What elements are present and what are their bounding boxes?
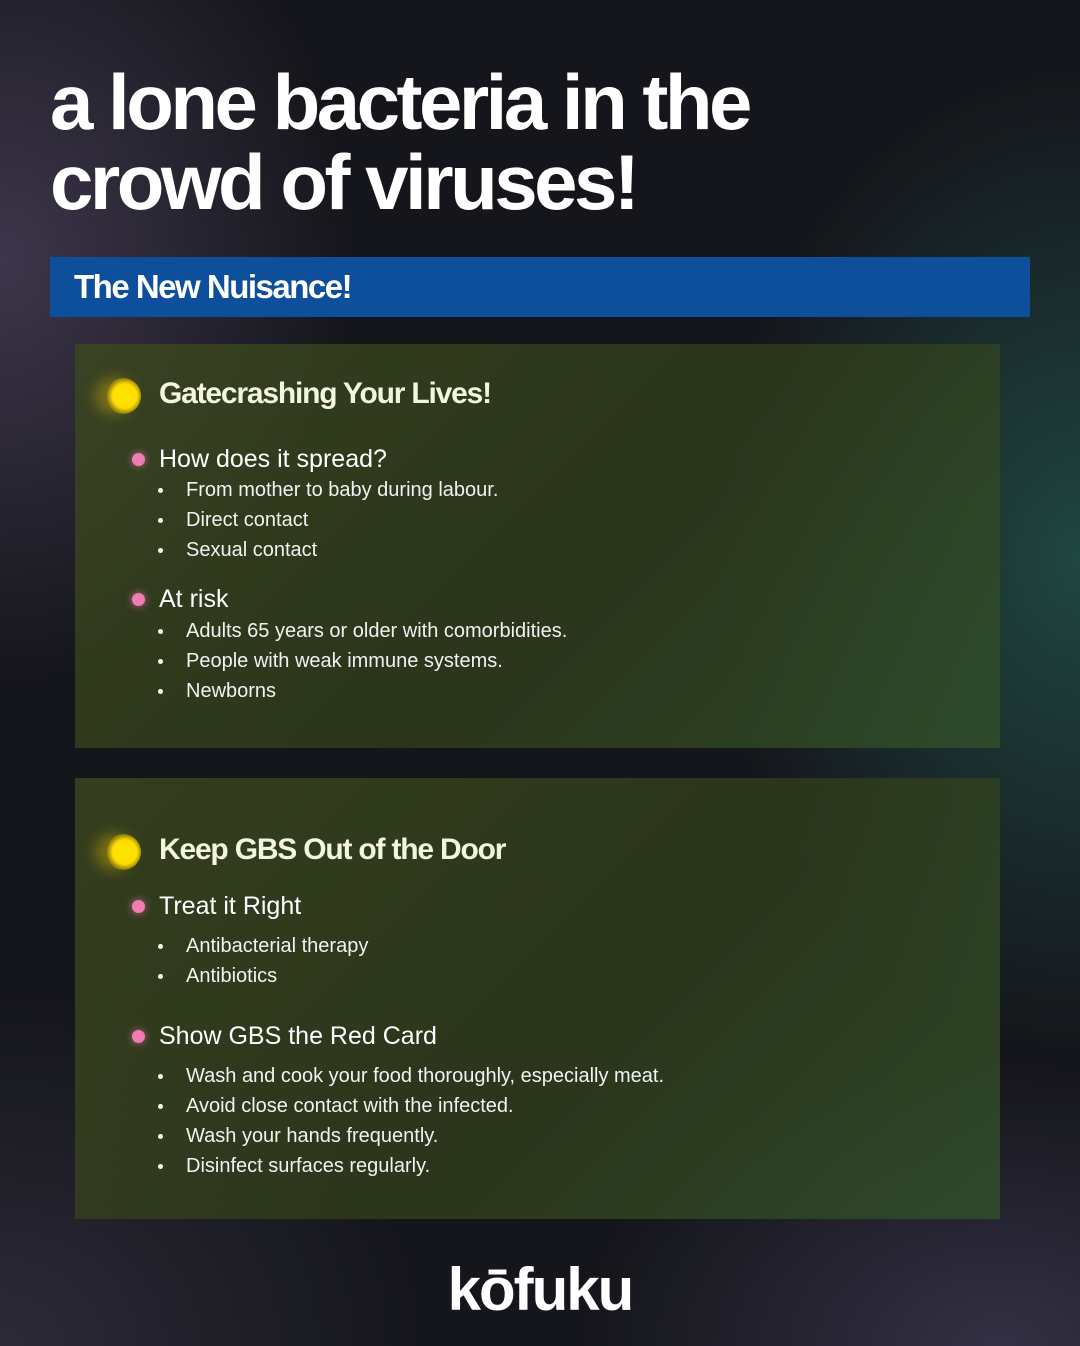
subsection-heading: At risk <box>159 585 229 613</box>
bullet-list <box>155 931 368 991</box>
subsection-heading: How does it spread? <box>159 445 387 473</box>
list-item: Avoid close contact with the infected. <box>155 1091 664 1121</box>
pink-dot-icon <box>132 593 145 606</box>
bullet-list <box>155 1061 664 1181</box>
page-title: a lone bacteria in the crowd of viruses! <box>50 58 749 226</box>
list-item: Wash your hands frequently. <box>155 1121 664 1151</box>
pink-dot-icon <box>132 453 145 466</box>
list-item: From mother to baby during labour. <box>155 475 498 505</box>
list-item: Antibacterial therapy <box>155 931 368 961</box>
brand-logo: kōfuku <box>447 1256 633 1323</box>
list-item: Direct contact <box>155 505 498 535</box>
glowing-yellow-dot-icon <box>105 834 141 870</box>
card-heading: Gatecrashing Your Lives! <box>159 377 491 410</box>
pink-dot-icon <box>132 1030 145 1043</box>
list-item: Sexual contact <box>155 535 498 565</box>
list-item: Antibiotics <box>155 961 368 991</box>
pink-dot-icon <box>132 900 145 913</box>
subsection-heading: Treat it Right <box>159 892 302 920</box>
bullet-list <box>155 475 498 565</box>
list-item: Adults 65 years or older with comorbidities. <box>155 616 567 646</box>
card-heading: Keep GBS Out of the Door <box>159 833 506 866</box>
section-banner <box>50 257 1030 317</box>
list-item: Wash and cook your food thoroughly, especially meat. <box>155 1061 664 1091</box>
list-item: Newborns <box>155 676 567 706</box>
glowing-yellow-dot-icon <box>105 378 141 414</box>
list-item: Disinfect surfaces regularly. <box>155 1151 664 1181</box>
bullet-list <box>155 616 567 706</box>
subsection-heading: Show GBS the Red Card <box>159 1022 437 1050</box>
list-item: People with weak immune systems. <box>155 646 567 676</box>
info-card-prevention <box>75 778 1000 1219</box>
info-card-gatecrashing <box>75 344 1000 748</box>
section-banner-label: The New Nuisance! <box>74 268 352 305</box>
